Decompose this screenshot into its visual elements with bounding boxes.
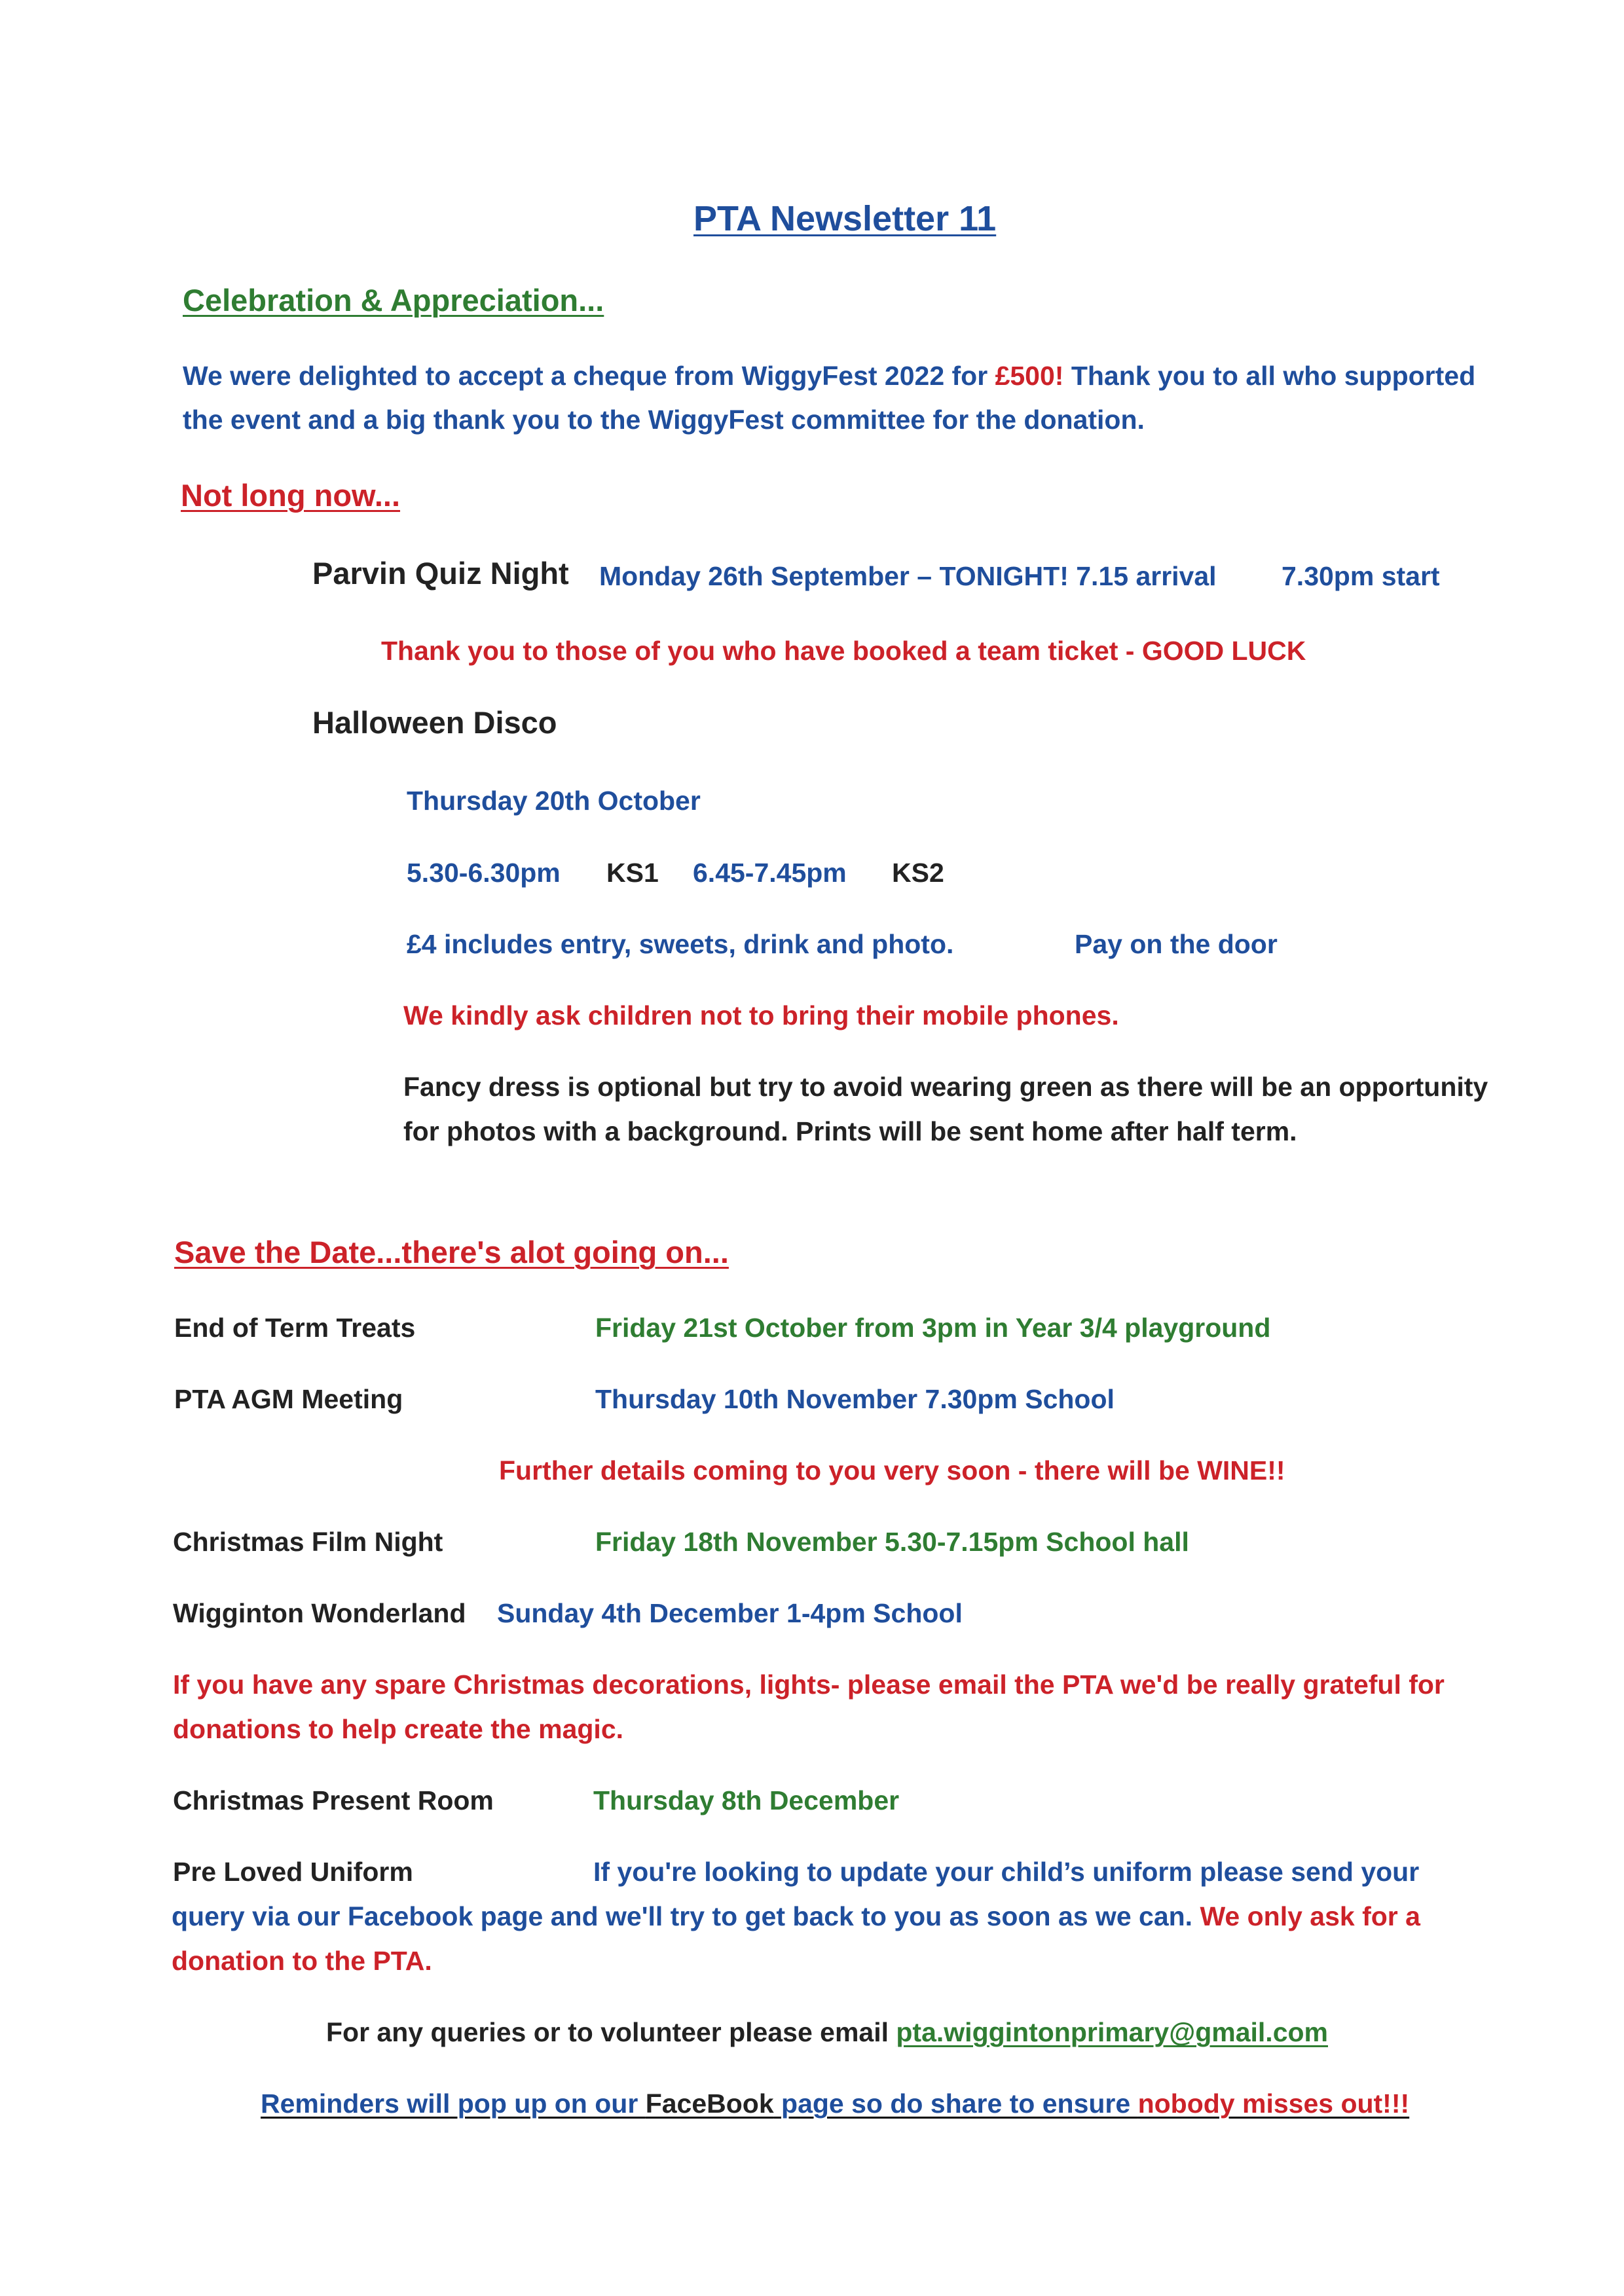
contact-line (326, 2016, 1328, 2048)
uniform-text-a: query via our Facebook page and we'll try to get back to you as soon as we can. (172, 1901, 1193, 1931)
celebration-text-a: We were delighted to accept a cheque from WiggyFest 2022 for (183, 361, 995, 391)
agm-note: Further details coming to you very soon - there will be WINE!! (499, 1455, 1285, 1485)
quiz-night-name: Parvin Quiz Night (312, 556, 569, 591)
disco-ks2-label: KS2 (892, 858, 944, 888)
decorations-line-1: If you have any spare Christmas decorations, lights- please email the PTA we'd be really grateful for (173, 1669, 1445, 1700)
uniform-line-2 (172, 1901, 1420, 1932)
quiz-night-date: Monday 26th September – TONIGHT! 7.15 arrival (599, 561, 1217, 591)
event-name: Wigginton Wonderland (173, 1598, 466, 1628)
celebration-line-2: the event and a big thank you to the WiggyFest committee for the donation. (183, 405, 1145, 435)
reminder-text-c: nobody misses out!!! (1137, 2088, 1410, 2119)
celebration-text-b: Thank you to all who supported (1063, 361, 1476, 391)
celebration-line-1 (183, 360, 1475, 392)
event-detail: Sunday 4th December 1-4pm School (497, 1598, 963, 1628)
event-detail: Thursday 8th December (593, 1785, 900, 1815)
disco-time-ks2: 6.45-7.45pm (693, 858, 847, 888)
disco-fancy-line-1: Fancy dress is optional but try to avoid wearing green as there will be an opportunity (403, 1072, 1488, 1102)
quiz-night-start: 7.30pm start (1282, 561, 1440, 591)
disco-price: £4 includes entry, sweets, drink and photo. (407, 929, 954, 959)
uniform-text-b: We only ask for a (1192, 1901, 1420, 1931)
event-name: Pre Loved Uniform (173, 1857, 413, 1887)
decorations-line-2: donations to help create the magic. (173, 1714, 624, 1744)
event-detail: Friday 18th November 5.30-7.15pm School hall (595, 1527, 1189, 1557)
event-detail: Friday 21st October from 3pm in Year 3/4 playground (595, 1313, 1271, 1343)
disco-pay: Pay on the door (1075, 929, 1278, 959)
reminder-line (261, 2088, 1409, 2119)
event-name: PTA AGM Meeting (174, 1384, 403, 1414)
reminder-text-b: page so do share to ensure (773, 2088, 1138, 2119)
event-detail: Thursday 10th November 7.30pm School (595, 1384, 1115, 1414)
not-long-heading: Not long now... (181, 478, 401, 513)
event-name: End of Term Treats (174, 1313, 416, 1343)
event-name: Christmas Present Room (173, 1785, 494, 1815)
event-detail: If you're looking to update your child’s uniform please send your (593, 1857, 1420, 1887)
disco-date: Thursday 20th October (407, 786, 701, 816)
page-title: PTA Newsletter 11 (693, 199, 997, 238)
reminder-text-a: Reminders will pop up on our (261, 2088, 646, 2119)
donation-amount: £500! (995, 361, 1064, 391)
contact-email-link[interactable]: pta.wiggintonprimary@gmail.com (896, 2017, 1328, 2047)
disco-name: Halloween Disco (312, 705, 557, 740)
uniform-line-3: donation to the PTA. (172, 1946, 432, 1976)
quiz-night-note: Thank you to those of you who have booked a team ticket - GOOD LUCK (381, 636, 1306, 666)
facebook-label: FaceBook (645, 2088, 774, 2119)
disco-phones-note: We kindly ask children not to bring their mobile phones. (403, 1000, 1119, 1030)
disco-time-ks1: 5.30-6.30pm (407, 858, 561, 888)
disco-fancy-line-2: for photos with a background. Prints will be sent home after half term. (403, 1116, 1297, 1146)
save-date-heading: Save the Date...there's alot going on... (174, 1235, 729, 1269)
event-name: Christmas Film Night (173, 1527, 443, 1557)
celebration-heading: Celebration & Appreciation... (183, 283, 604, 318)
contact-text: For any queries or to volunteer please email (326, 2017, 896, 2047)
disco-ks1-label: KS1 (606, 858, 659, 888)
